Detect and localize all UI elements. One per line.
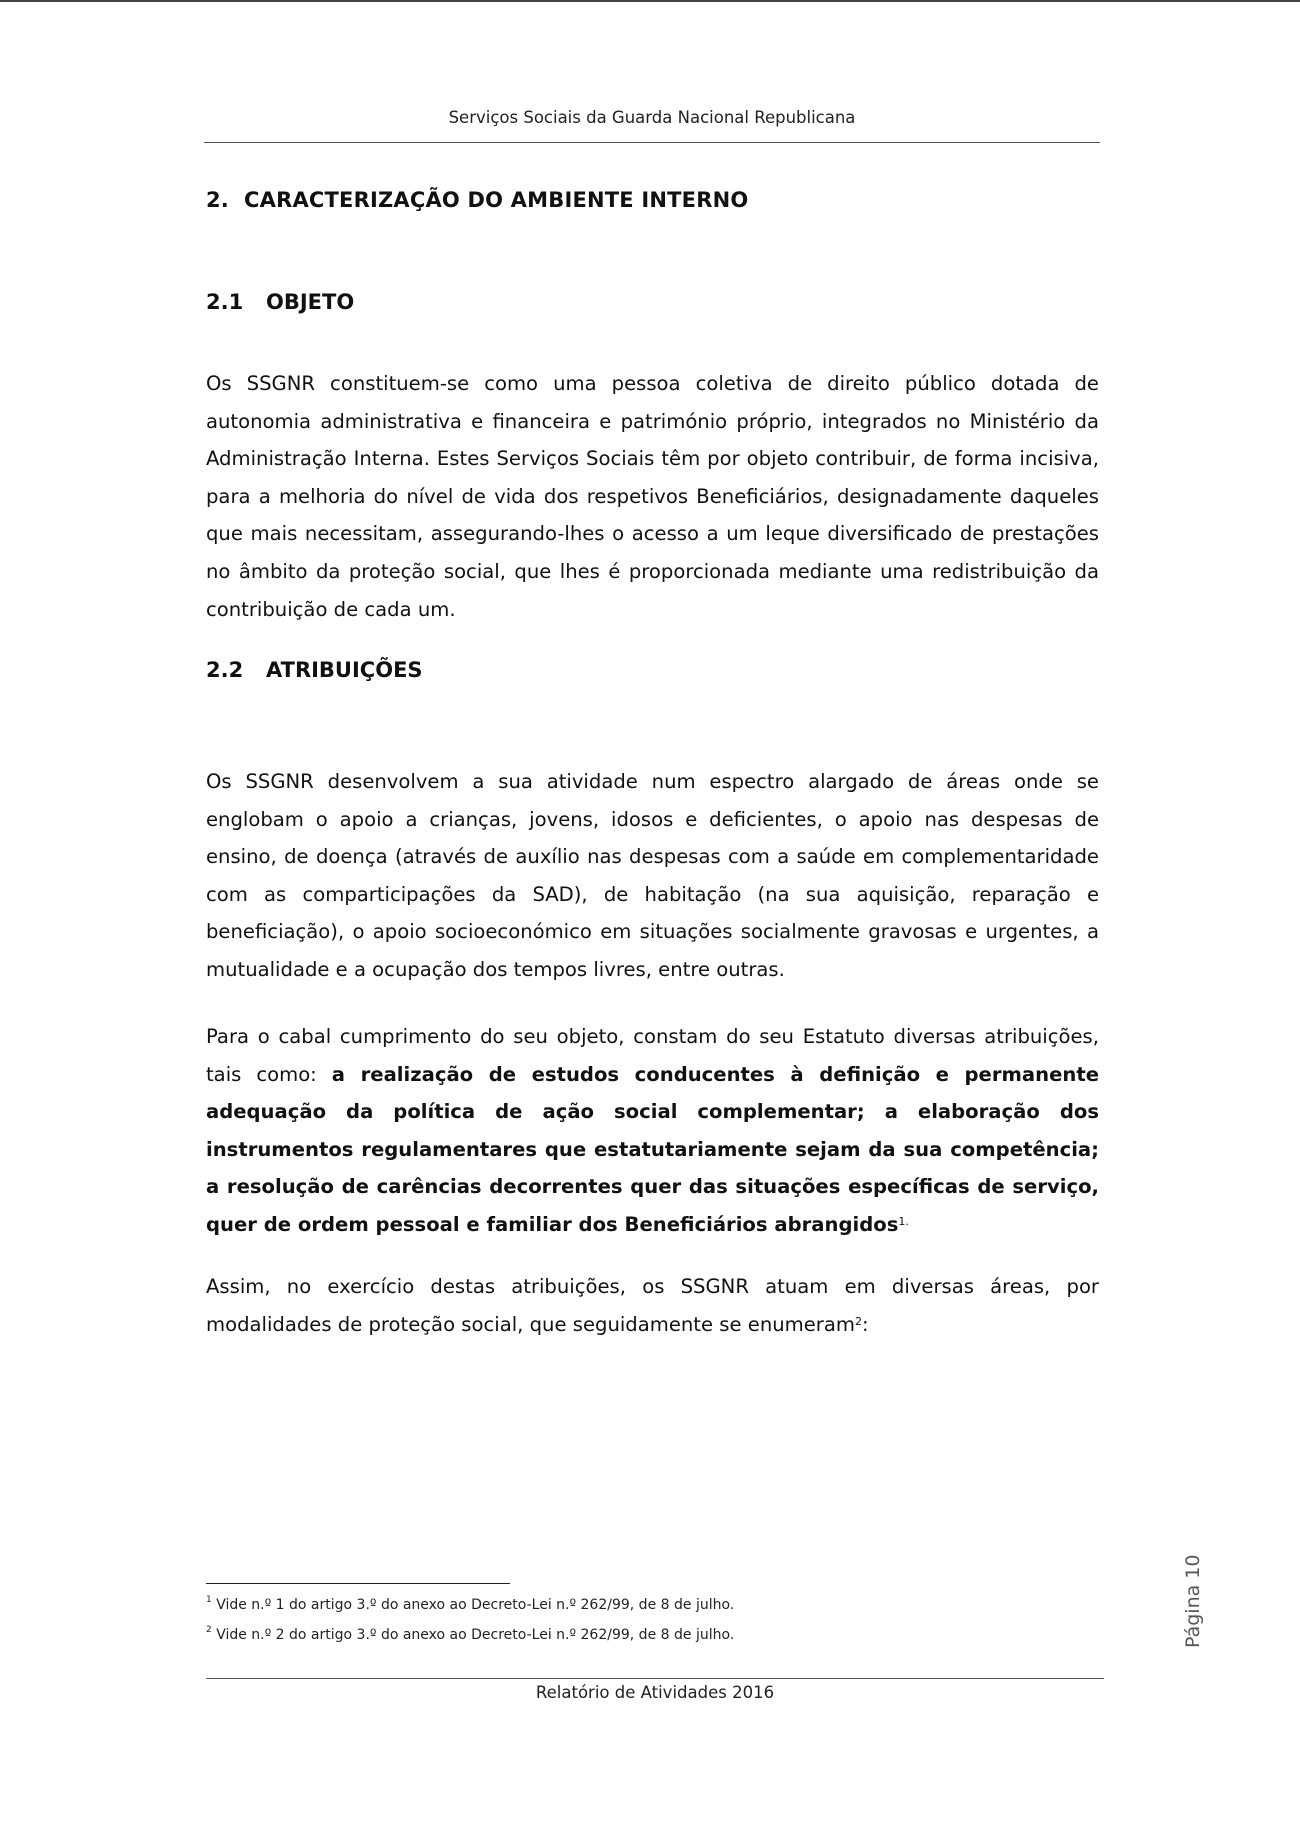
subsection-title: OBJETO bbox=[266, 290, 355, 314]
section-heading bbox=[206, 188, 748, 212]
section-number: 2. bbox=[206, 188, 229, 212]
paragraph-text: Assim, no exercício destas atribuições, os SSGNR atuam em diversas áreas, por modalidades de proteção social, que seguidamente se enumeram bbox=[206, 1275, 1099, 1336]
subsection-title: ATRIBUIÇÕES bbox=[266, 658, 423, 682]
running-footer: Relatório de Atividades 2016 bbox=[535, 1683, 775, 1702]
footnote-marker: 2 bbox=[206, 1625, 212, 1635]
footnote-reference[interactable]: 2 bbox=[854, 1314, 862, 1328]
footnote-marker: 1 bbox=[206, 1595, 212, 1605]
footnote-text: Vide n.º 1 do artigo 3.º do anexo ao Decreto-Lei n.º 262/99, de 8 de julho. bbox=[216, 1597, 735, 1613]
footnote-item bbox=[206, 1627, 734, 1643]
paragraph-end: : bbox=[861, 1312, 869, 1336]
page-edge bbox=[0, 0, 1300, 2]
footnote-item bbox=[206, 1597, 734, 1613]
subsection-heading-atribuicoes bbox=[206, 658, 423, 682]
section-title: CARACTERIZAÇÃO DO AMBIENTE INTERNO bbox=[244, 188, 749, 212]
footnote-divider bbox=[206, 1583, 510, 1584]
header-divider bbox=[204, 142, 1100, 143]
subsection-number: 2.2 bbox=[206, 658, 244, 682]
subsection-heading-objeto bbox=[206, 290, 354, 314]
running-header: Serviços Sociais da Guarda Nacional Republicana bbox=[448, 108, 856, 127]
footer-divider bbox=[206, 1678, 1104, 1679]
footnote-text: Vide n.º 2 do artigo 3.º do anexo ao Decreto-Lei n.º 262/99, de 8 de julho. bbox=[216, 1627, 735, 1643]
paragraph-intro: Para o cabal cumprimento do seu objeto, constam do seu Estatuto diversas atribuições, tais como: bbox=[206, 1025, 1099, 1086]
footnote-reference[interactable]: 1. bbox=[898, 1214, 909, 1228]
objeto-paragraph: Os SSGNR constituem-se como uma pessoa coletiva de direito público dotada de autonomia administrativa e financeira e património próprio, integrados no Ministério da Administração Interna. Estes Serviços Sociais têm por objeto contribuir, de forma incisiva, para a melhoria do nível de vida dos respetivos Beneficiários, designadamente daqueles que mais necessitam, assegurando-lhes o acesso a um leque diversificado de prestações no âmbito da proteção social, que lhes é proporcionada mediante uma redistribuição da contribuição de cada um. bbox=[206, 372, 1099, 621]
areas-paragraph bbox=[206, 1268, 1099, 1343]
atribuicoes-list-paragraph bbox=[206, 1018, 1099, 1244]
paragraph-emphasis: a realização de estudos conducentes à definição e permanente adequação da política de ação social complementar; a elaboração dos instrumentos regulamentares que estatutariamente sejam da sua competência; a resolução de carências decorrentes quer das situações específicas de serviço, quer de ordem pessoal e familiar dos Beneficiários abrangidos bbox=[206, 1062, 1099, 1236]
atribuicoes-paragraph: Os SSGNR desenvolvem a sua atividade num espectro alargado de áreas onde se englobam o apoio a crianças, jovens, idosos e deficientes, o apoio nas despesas de ensino, de doença (através de auxílio nas despesas com a saúde em complementaridade com as comparticipações da SAD), de habitação (na sua aquisição, reparação e beneficiação), o apoio socioeconómico em situações socialmente gravosas e urgentes, a mutualidade e a ocupação dos tempos livres, entre outras. bbox=[206, 770, 1099, 981]
subsection-number: 2.1 bbox=[206, 290, 244, 314]
page-number: Página 10 bbox=[1182, 1554, 1204, 1648]
